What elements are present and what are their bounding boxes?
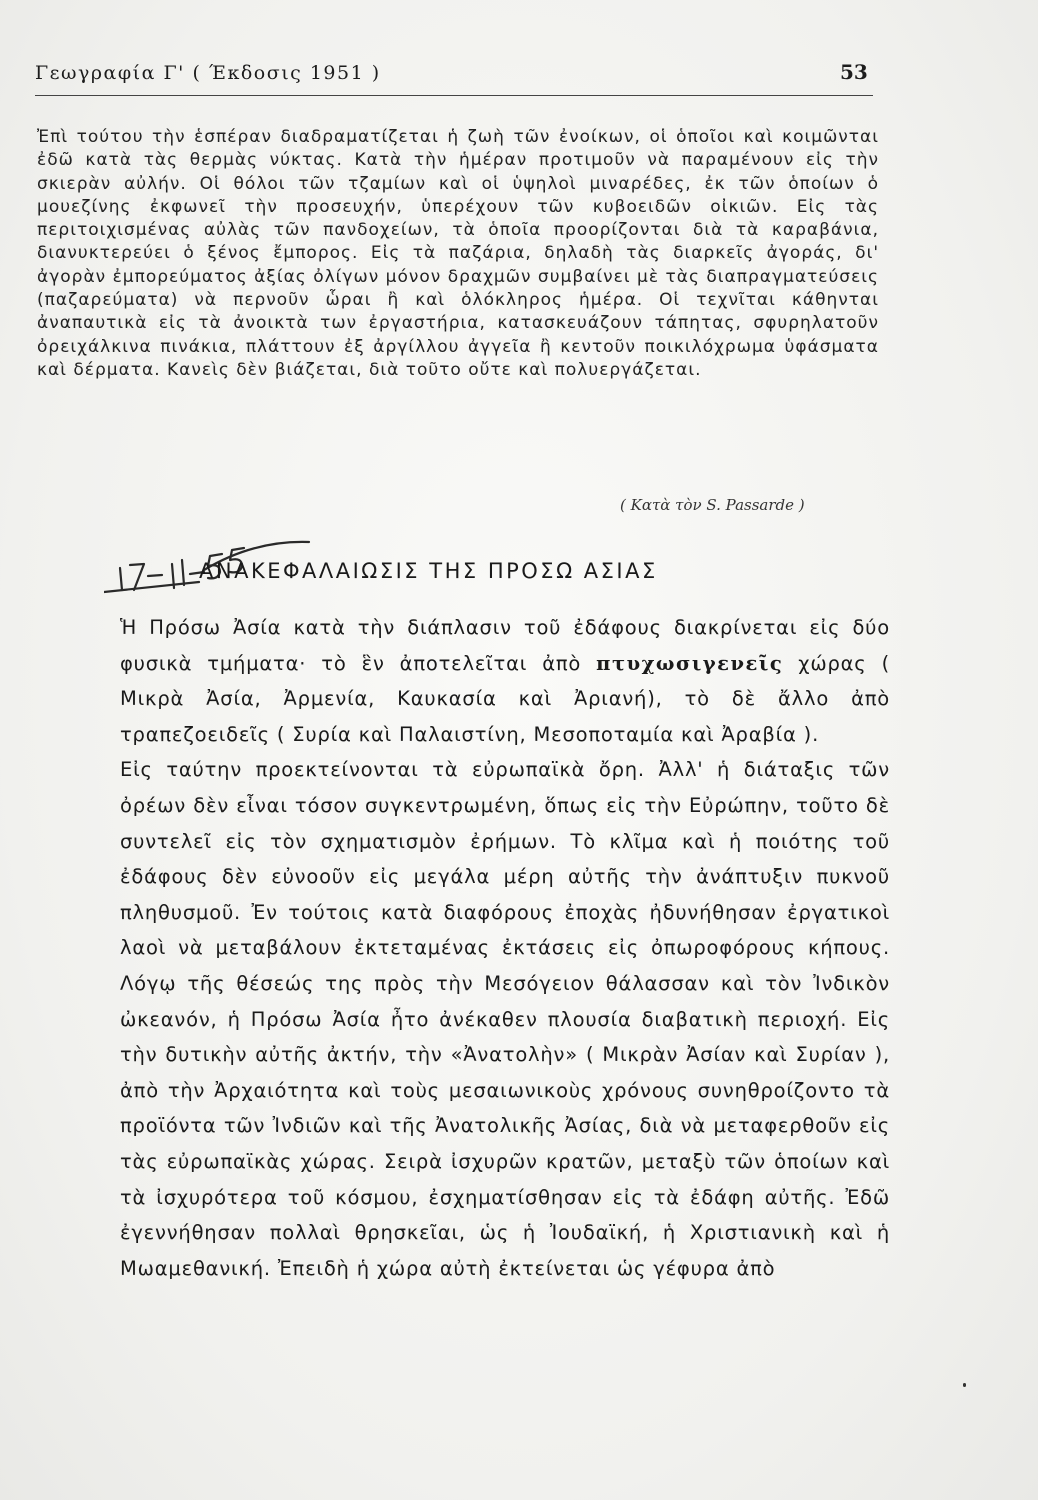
narrative-passage: Ἐπὶ τούτου τὴν ἑσπέραν διαδραματίζεται ἡ ζωὴ τῶν ἐνοίκων, οἱ ὁποῖοι καὶ κοιμῶνται ἐδῶ κατὰ τὰς θερμὰς νύκτας. Κατὰ τὴν ἡμέραν προτιμοῦν νὰ παραμένουν εἰς τὴν σκιερὰν αὐλήν. Οἱ θόλοι τῶν τζαμίων καὶ οἱ ὑψηλοὶ μιναρέδες, ἐκ τῶν ὁποίων ὁ μουεζίνης ἐκφωνεῖ τὴν προσευχήν, ὑπερέχουν τῶν κυβοειδῶν οἰκιῶν. Εἰς τὰς περιτοιχισμένας αὐλὰς τῶν πανδοχείων, τὰ ὁποῖα προορίζονται διὰ τὰ καραβάνια, διανυκτερεύει ὁ ξένος ἔμπορος. Εἰς τὰ παζάρια, δηλαδὴ τὰς διαρκεῖς ἀγοράς, δι' ἀγορὰν ἐμπορεύματος ἀξίας ὀλίγων μόνον δραχμῶν συμβαίνει μὲ τὰς διαπραγματεύσεις (παζαρεύματα) νὰ περνοῦν ὧραι ἢ καὶ ὁλόκληρος ἡμέρα. Οἱ τεχνῖται κάθηνται ἀναπαυτικὰ εἰς τὰ ἀνοικτὰ των ἐργαστήρια, κατασκευάζουν τάπητας, σφυρηλατοῦν ὀρειχάλκινα πινάκια, πλάττουν ἐξ ἀργίλλου ἀγγεῖα ἢ κεντοῦν ποικιλόχρωμα ὑφάσματα καὶ δέρματα. Κανεὶς δὲν βιάζεται, διὰ τοῦτο οὔτε καὶ πολυεργάζεται. [37, 127, 879, 380]
section-body [120, 610, 890, 1286]
paragraph-1-part-b: χώρας ( Μικρὰ Ἀσία, Ἀρμενία, Καυκασία καὶ Ἀριανή), τὸ δὲ ἄλλο ἀπὸ τραπεζοειδεῖς ( Συρία καὶ Παλαιστίνη, Μεσοποταμία καὶ Ἀραβία ). [120, 651, 891, 746]
paragraph-1-part-a: Ἡ Πρόσω Ἀσία κατὰ τὴν διάπλασιν τοῦ ἐδάφους διακρίνεται εἰς δύο φυσικὰ τμήματα· τὸ ἓν ἀποτελεῖται ἀπὸ [120, 616, 890, 675]
paragraph-1 [120, 610, 890, 752]
paragraph-2: Εἰς ταύτην προεκτείνονται τὰ εὐρωπαϊκὰ ὄρη. Ἀλλ' ἡ διάταξις τῶν ὀρέων δὲν εἶναι τόσον συγκεντρωμένη, ὅπως εἰς τὴν Εὐρώπην, τοῦτο δὲ συντελεῖ εἰς τὸν σχηματισμὸν ἐρήμων. Τὸ κλῖμα καὶ ἡ ποιότης τοῦ ἐδάφους δὲν εὐνοοῦν εἰς μεγάλα μέρη αὐτῆς τὴν ἀνάπτυξιν πυκνοῦ πληθυσμοῦ. Ἐν τούτοις κατὰ διαφόρους ἐποχὰς ἠδυνήθησαν ἐργατικοὶ λαοὶ νὰ μεταβάλουν ἐκτεταμένας ἐκτάσεις εἰς ὀπωροφόρους κήπους. Λόγῳ τῆς θέσεώς της πρὸς τὴν Μεσόγειον θάλασσαν καὶ τὸν Ἰνδικὸν ὠκεανόν, ἡ Πρόσω Ἀσία ἦτο ἀνέκαθεν πλουσία διαβατικὴ περιοχή. Εἰς τὴν δυτικὴν αὐτῆς ἀκτήν, τὴν «Ἀνατολὴν» ( Μικρὰν Ἀσίαν καὶ Συρίαν ), ἀπὸ τὴν Ἀρχαιότητα καὶ τοὺς μεσαιωνικοὺς χρόνους συνηθροίζοντο τὰ προϊόντα τῶν Ἰνδιῶν καὶ τῆς Ἀνατολικῆς Ἀσίας, διὰ νὰ μεταφερθοῦν εἰς τὰς εὐρωπαϊκὰς χώρας. Σειρὰ ἰσχυρῶν κρατῶν, μεταξὺ τῶν ὁποίων καὶ τὰ ἰσχυρότερα τοῦ κόσμου, ἐσχηματίσθησαν εἰς τὰ ἐδάφη αὐτῆς. Ἐδῶ ἐγεννήθησαν πολλαὶ θρησκεῖαι, ὡς ἡ Ἰουδαϊκή, ἡ Χριστιανικὴ καὶ ἡ Μωαμεθανική. Ἐπειδὴ ἡ χώρα αὐτὴ ἐκτείνεται ὡς γέφυρα ἀπὸ [120, 758, 890, 1280]
source-attribution: ( Κατὰ τὸν S. Passarde ) [620, 496, 805, 514]
emphasized-term: πτυχωσιγενεῖς [596, 651, 784, 675]
running-title: Γεωγραφία Γ' ( Έκδοσις 1951 ) [35, 62, 381, 84]
page-number: 53 [840, 60, 868, 84]
section-heading: ΑΝΑΚΕΦΑΛΑΙΩΣΙΣ ΤΗΣ ΠΡΟΣΩ ΑΣΙΑΣ [199, 559, 658, 583]
header-rule [35, 95, 873, 96]
print-speck [963, 1383, 966, 1387]
